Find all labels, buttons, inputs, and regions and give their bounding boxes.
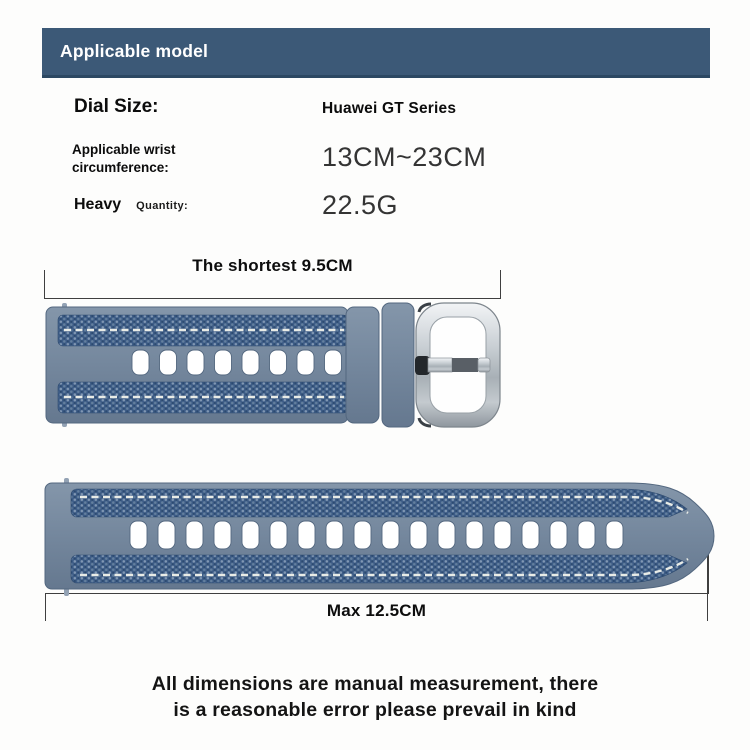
wrist-circumference-label bbox=[72, 141, 176, 177]
section-title: Applicable model bbox=[60, 41, 209, 61]
strap-hole bbox=[132, 350, 149, 375]
strap-hole bbox=[242, 521, 259, 549]
fabric-panel-bottom bbox=[71, 555, 687, 583]
disclaimer-line2: is a reasonable error please prevail in kind bbox=[173, 698, 577, 721]
strap-hole bbox=[186, 521, 203, 549]
dial-size-label: Dial Size: bbox=[74, 96, 159, 117]
strap-hole bbox=[158, 521, 175, 549]
long-strap bbox=[45, 478, 714, 596]
short-strap-dimension-line bbox=[44, 270, 501, 299]
weight-row bbox=[74, 196, 188, 214]
strap-hole bbox=[270, 350, 287, 375]
strap-hole bbox=[130, 521, 147, 549]
wrist-circumference-value: 13CM~23CM bbox=[322, 142, 487, 172]
strap-hole bbox=[438, 521, 455, 549]
weight-quantity-label: Quantity: bbox=[136, 200, 189, 212]
strap-hole bbox=[298, 521, 315, 549]
weight-value: 22.5G bbox=[322, 190, 399, 220]
strap-hole bbox=[215, 350, 232, 375]
strap-hole bbox=[382, 521, 399, 549]
strap-hole bbox=[494, 521, 511, 549]
strap-hole bbox=[214, 521, 231, 549]
strap-hole bbox=[578, 521, 595, 549]
strap-hole bbox=[410, 521, 427, 549]
strap-hole bbox=[270, 521, 287, 549]
short-strap bbox=[46, 303, 500, 427]
strap-hole bbox=[606, 521, 623, 549]
short-strap-dimension-label: The shortest 9.5CM bbox=[192, 256, 353, 275]
strap-hole bbox=[325, 350, 342, 375]
strap-hole bbox=[297, 350, 314, 375]
strap-hole bbox=[242, 350, 259, 375]
keeper-loop bbox=[382, 303, 414, 427]
strap-hole bbox=[326, 521, 343, 549]
long-strap-dimension-label: Max 12.5CM bbox=[326, 601, 427, 620]
strap-hole bbox=[550, 521, 567, 549]
weight-label: Heavy bbox=[74, 196, 122, 213]
short-strap-graphic bbox=[38, 298, 508, 432]
strap-hole bbox=[187, 350, 204, 375]
strap-hole bbox=[354, 521, 371, 549]
buckle bbox=[415, 303, 500, 427]
wrist-label-line1: Applicable wrist bbox=[72, 142, 176, 157]
fabric-panel-top bbox=[71, 489, 687, 517]
buckle-pin bbox=[428, 358, 452, 372]
strap-hole bbox=[160, 350, 177, 375]
long-strap-graphic bbox=[38, 476, 728, 600]
buckle-pin-tip bbox=[478, 358, 490, 372]
strap-hole bbox=[522, 521, 539, 549]
strap-hole bbox=[466, 521, 483, 549]
section-header bbox=[42, 28, 710, 78]
buckle-pin-shadow bbox=[452, 358, 478, 372]
wrist-label-line2: circumference: bbox=[72, 159, 169, 175]
dial-size-value: Huawei GT Series bbox=[322, 100, 457, 117]
disclaimer-note bbox=[0, 672, 750, 723]
disclaimer-line1: All dimensions are manual measurement, there bbox=[151, 673, 599, 695]
keeper-loop bbox=[346, 307, 379, 423]
